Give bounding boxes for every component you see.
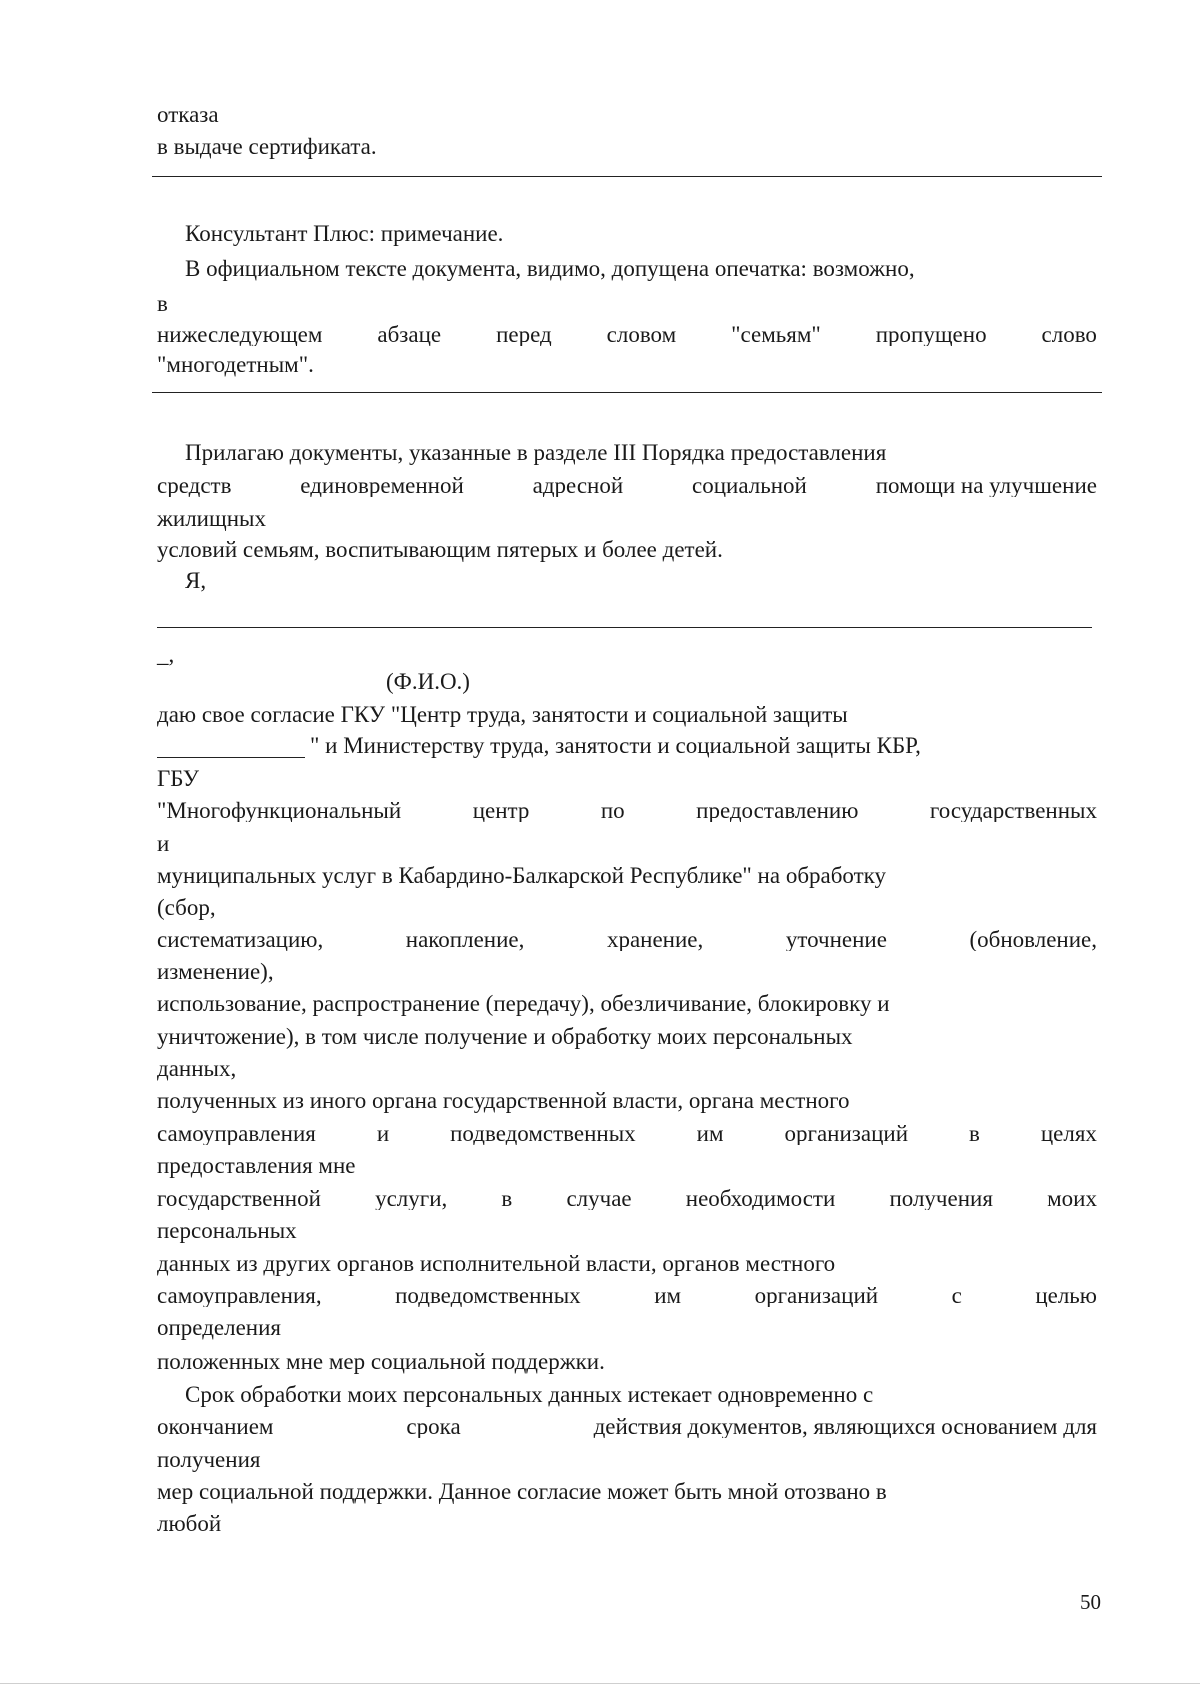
justified-line <box>157 799 1097 822</box>
word: в <box>501 1187 513 1210</box>
text-line: Я, <box>185 568 207 593</box>
page-number: 50 <box>1080 1590 1101 1614</box>
text-line: данных из других органов исполнительной власти, органов местного <box>157 1251 836 1276</box>
word: предоставлению <box>696 799 859 822</box>
word: окончанием <box>157 1415 274 1438</box>
text-line: определения <box>157 1315 282 1340</box>
word: услуги, <box>375 1187 448 1210</box>
word: помощи на улучшение <box>875 474 1097 497</box>
word: в <box>969 1122 980 1145</box>
text-line: мер социальной поддержки. Данное согласие может быть мной отозвано в <box>157 1479 887 1504</box>
text-line: Срок обработки моих персональных данных истекает одновременно с <box>185 1382 874 1407</box>
justified-line <box>157 323 1097 346</box>
justified-line <box>157 1415 1097 1438</box>
text-line: любой <box>157 1511 222 1536</box>
word: получения <box>889 1187 993 1210</box>
justified-line <box>157 928 1097 951</box>
text-line: (сбор, <box>157 895 216 920</box>
comma-mark: _, <box>157 642 175 667</box>
text-line: даю свое согласие ГКУ "Центр труда, занятости и социальной защиты <box>157 702 848 727</box>
word: самоуправления, <box>157 1284 322 1307</box>
word: подведомственных <box>450 1122 636 1145</box>
word: целью <box>1035 1284 1097 1307</box>
text-line: В официальном тексте документа, видимо, допущена опечатка: возможно, <box>185 256 915 281</box>
word: целях <box>1040 1122 1097 1145</box>
text-line: ГБУ <box>157 766 199 791</box>
justified-line <box>157 1122 1097 1145</box>
text-line: получения <box>157 1447 261 1472</box>
text-line: использование, распространение (передачу), обезличивание, блокировку и <box>157 991 890 1016</box>
word: хранение, <box>606 928 704 951</box>
text-line: положенных мне мер социальной поддержки. <box>157 1349 605 1374</box>
text-line: отказа <box>157 102 219 127</box>
word: "семьям" <box>731 323 821 346</box>
word: перед <box>496 323 552 346</box>
word: уточнение <box>785 928 887 951</box>
word: единовременной <box>300 474 464 497</box>
text-line: и <box>157 831 170 856</box>
word: им <box>696 1122 724 1145</box>
note-heading: Консультант Плюс: примечание. <box>185 221 504 246</box>
word: по <box>600 799 625 822</box>
word: нижеследующем <box>157 323 323 346</box>
word: организаций <box>784 1122 909 1145</box>
word: действия документов, являющихся основанием для <box>593 1415 1097 1438</box>
word: социальной <box>692 474 807 497</box>
word: адресной <box>532 474 624 497</box>
word: государственной <box>157 1187 321 1210</box>
word: систематизацию, <box>157 928 324 951</box>
word: организаций <box>754 1284 879 1307</box>
text-line: Прилагаю документы, указанные в разделе III Порядка предоставления <box>185 440 887 465</box>
word: средств <box>157 474 232 497</box>
word: подведомственных <box>395 1284 581 1307</box>
word: (обновление, <box>969 928 1097 951</box>
divider <box>152 176 1102 177</box>
justified-line <box>157 1284 1097 1307</box>
text-line: условий семьям, воспитывающим пятерых и более детей. <box>157 537 723 562</box>
word: самоуправления <box>157 1122 316 1145</box>
justified-line <box>157 1187 1097 1210</box>
word: необходимости <box>685 1187 836 1210</box>
word: абзаце <box>377 323 442 346</box>
word: с <box>951 1284 962 1307</box>
word: им <box>654 1284 682 1307</box>
justified-line <box>157 474 1097 497</box>
text-line: в выдаче сертификата. <box>157 134 377 159</box>
word: срока <box>406 1415 461 1438</box>
word: случае <box>566 1187 632 1210</box>
word: словом <box>606 323 677 346</box>
blank-underline <box>157 757 305 758</box>
scan-edge <box>0 1683 1200 1684</box>
text-line: в <box>157 291 168 316</box>
text-line: полученных из иного органа государственной власти, органа местного <box>157 1088 850 1113</box>
word: государственных <box>929 799 1097 822</box>
fio-label: (Ф.И.О.) <box>386 669 470 694</box>
text-line: изменение), <box>157 959 274 984</box>
text-line: данных, <box>157 1056 237 1081</box>
fio-underline <box>157 627 1092 628</box>
text-line: "многодетным". <box>157 352 314 377</box>
text-line: " и Министерству труда, занятости и социальной защиты КБР, <box>310 733 921 758</box>
word: пропущено <box>875 323 987 346</box>
text-line: уничтожение), в том числе получение и обработку моих персональных <box>157 1024 853 1049</box>
word: "Многофункциональный <box>157 799 402 822</box>
text-line: персональных <box>157 1218 297 1243</box>
text-line: жилищных <box>157 506 266 531</box>
word: слово <box>1041 323 1097 346</box>
word: и <box>376 1122 390 1145</box>
word: накопление, <box>405 928 525 951</box>
text-line: муниципальных услуг в Кабардино-Балкарской Республике" на обработку <box>157 863 887 888</box>
text-line: предоставления мне <box>157 1153 356 1178</box>
divider <box>152 392 1102 393</box>
word: моих <box>1047 1187 1097 1210</box>
word: центр <box>472 799 530 822</box>
